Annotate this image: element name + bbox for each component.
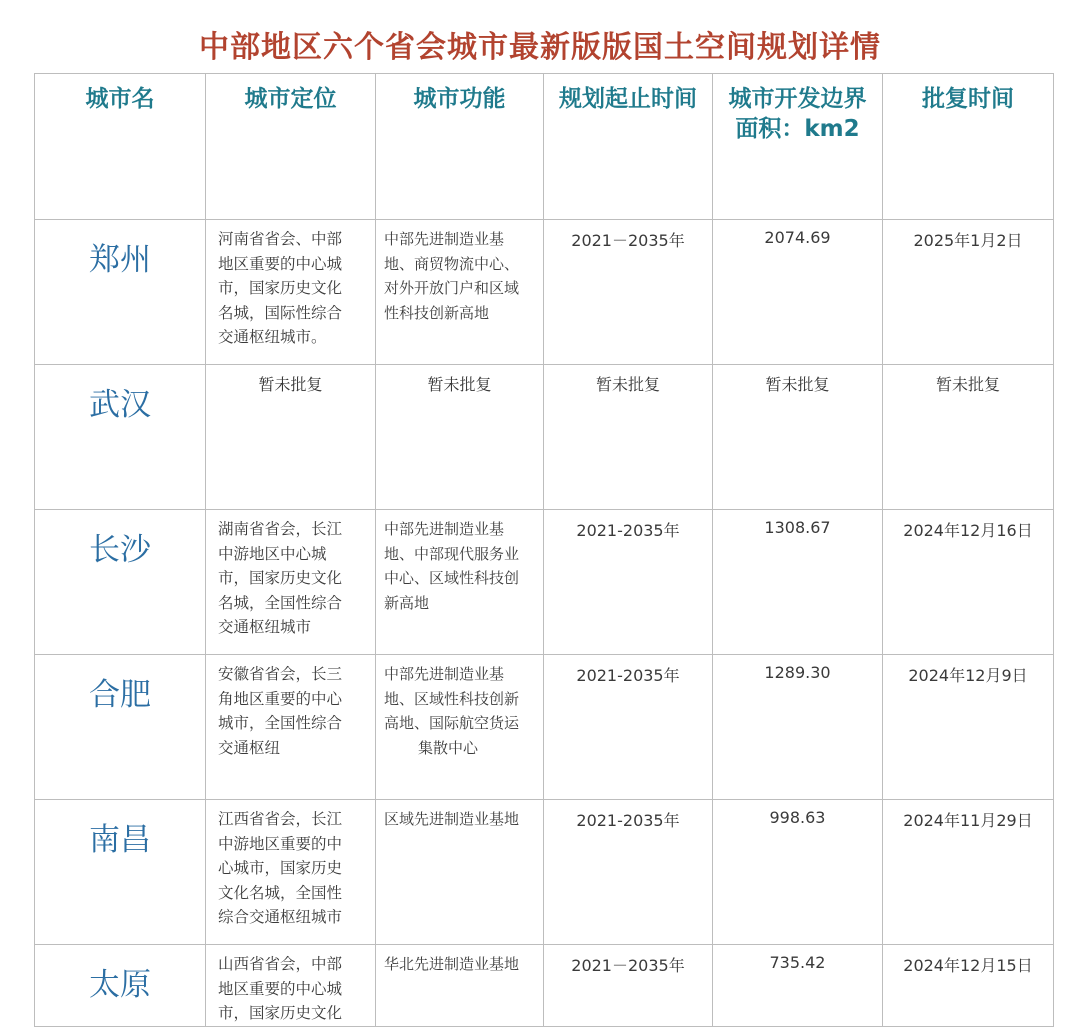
table-row [35, 655, 1054, 800]
plan-period: 2021－2035年 [544, 220, 713, 365]
boundary-area: 1289.30 [713, 655, 883, 800]
planning-table [34, 73, 1054, 1027]
boundary-area: 2074.69 [713, 220, 883, 365]
approval-date: 2024年11月29日 [883, 800, 1054, 945]
city-name: 南昌 [35, 800, 206, 945]
boundary-area: 735.42 [713, 945, 883, 1027]
header-approval: 批复时间 [883, 74, 1054, 220]
boundary-area: 1308.67 [713, 510, 883, 655]
plan-period: 2021-2035年 [544, 800, 713, 945]
table-row [35, 510, 1054, 655]
header-period: 规划起止时间 [544, 74, 713, 220]
plan-period: 暂未批复 [544, 365, 713, 510]
city-name: 长沙 [35, 510, 206, 655]
city-name: 武汉 [35, 365, 206, 510]
header-function: 城市功能 [376, 74, 544, 220]
boundary-area: 998.63 [713, 800, 883, 945]
plan-period: 2021-2035年 [544, 510, 713, 655]
table-row [35, 945, 1054, 1027]
approval-date: 2024年12月16日 [883, 510, 1054, 655]
city-function: 区域先进制造业基地 [376, 800, 544, 945]
approval-date: 2024年12月9日 [883, 655, 1054, 800]
city-function: 中部先进制造业基 地、商贸物流中心、 对外开放门户和区域 性科技创新高地 [376, 220, 544, 365]
city-function: 中部先进制造业基 地、区域性科技创新 高地、国际航空货运 集散中心 [376, 655, 544, 800]
city-function: 华北先进制造业基地 [376, 945, 544, 1027]
city-position: 山西省省会，中部 地区重要的中心城 市，国家历史文化 [206, 945, 376, 1027]
city-name: 太原 [35, 945, 206, 1027]
header-area: 城市开发边界 面积：km2 [713, 74, 883, 220]
page-title: 中部地区六个省会城市最新版版国土空间规划详情 [199, 30, 881, 65]
table-header-row [35, 74, 1054, 220]
table-row [35, 800, 1054, 945]
header-city: 城市名 [35, 74, 206, 220]
table-row [35, 365, 1054, 510]
city-position: 河南省省会、中部 地区重要的中心城 市，国家历史文化 名城，国际性综合 交通枢纽城市。 [206, 220, 376, 365]
approval-date: 暂未批复 [883, 365, 1054, 510]
plan-period: 2021-2035年 [544, 655, 713, 800]
city-position: 安徽省省会，长三 角地区重要的中心 城市，全国性综合 交通枢纽 [206, 655, 376, 800]
boundary-area: 暂未批复 [713, 365, 883, 510]
city-position: 暂未批复 [206, 365, 376, 510]
table-row [35, 220, 1054, 365]
approval-date: 2025年1月2日 [883, 220, 1054, 365]
city-name: 合肥 [35, 655, 206, 800]
city-function: 暂未批复 [376, 365, 544, 510]
city-name: 郑州 [35, 220, 206, 365]
city-position: 湖南省省会，长江 中游地区中心城 市，国家历史文化 名城，全国性综合 交通枢纽城市 [206, 510, 376, 655]
plan-period: 2021－2035年 [544, 945, 713, 1027]
city-function: 中部先进制造业基 地、中部现代服务业 中心、区域性科技创 新高地 [376, 510, 544, 655]
city-position: 江西省省会，长江 中游地区重要的中 心城市，国家历史 文化名城，全国性 综合交通枢纽城市 [206, 800, 376, 945]
header-position: 城市定位 [206, 74, 376, 220]
approval-date: 2024年12月15日 [883, 945, 1054, 1027]
